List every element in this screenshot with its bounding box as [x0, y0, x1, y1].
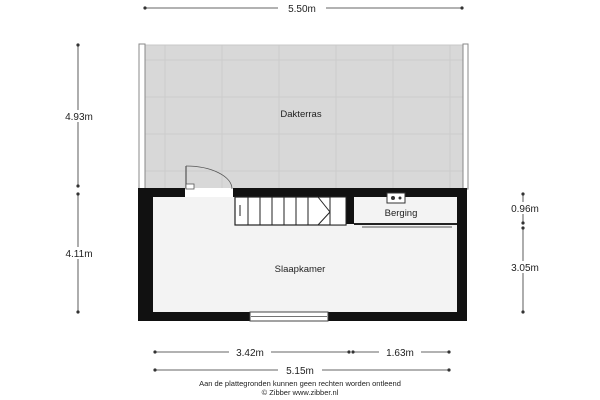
- storage-room: [354, 193, 457, 227]
- dim-label-right-upper: 0.96m: [511, 204, 539, 215]
- wall-top-middle: [233, 188, 346, 197]
- dim-tick: [351, 350, 354, 353]
- footer-disclaimer: Aan de plattegronden kunnen geen rechten worden ontleend: [199, 379, 401, 388]
- dim-tick: [76, 43, 79, 46]
- dim-label-bottom-left: 3.42m: [236, 348, 264, 359]
- dim-tick: [76, 310, 79, 313]
- door-step: [186, 184, 194, 189]
- room-label-storage: Berging: [384, 208, 418, 219]
- dim-label-left-lower: 4.11m: [65, 249, 93, 260]
- dim-tick: [521, 221, 524, 224]
- boiler: [387, 193, 405, 203]
- terrace-railing-right: [463, 44, 468, 189]
- dim-label-top-width: 5.50m: [288, 4, 316, 15]
- boiler-icon: [391, 196, 395, 200]
- footer-credit: © Zibber www.zibber.nl: [261, 388, 339, 397]
- dim-label-bottom-total: 5.15m: [286, 366, 314, 377]
- dim-label-bottom-right: 1.63m: [386, 348, 414, 359]
- room-label-bedroom: Slaapkamer: [274, 264, 326, 275]
- terrace-railing-left: [139, 44, 145, 189]
- dim-tick: [521, 226, 524, 229]
- terrace: [139, 44, 468, 189]
- dim-tick: [447, 368, 450, 371]
- stair-landing: [330, 197, 346, 225]
- staircase: [235, 197, 346, 225]
- wall-right: [457, 188, 467, 320]
- dim-tick: [447, 350, 450, 353]
- dim-tick: [153, 368, 156, 371]
- boiler-valve-icon: [399, 197, 402, 200]
- dim-tick: [76, 192, 79, 195]
- dim-tick: [460, 6, 463, 9]
- dim-tick: [347, 350, 350, 353]
- dim-tick: [76, 184, 79, 187]
- wall-partition-storage: [346, 196, 354, 224]
- wall-top-right: [346, 188, 466, 197]
- wall-left: [138, 188, 153, 320]
- room-label-terrace: Dakterras: [280, 109, 322, 120]
- window-bottom: [250, 312, 328, 321]
- dim-tick: [143, 6, 146, 9]
- dim-tick: [521, 310, 524, 313]
- wall-bottom-right: [328, 312, 467, 321]
- dim-label-left-upper: 4.93m: [65, 112, 93, 123]
- dim-tick: [521, 192, 524, 195]
- dim-label-right-lower: 3.05m: [511, 263, 539, 274]
- wall-bottom-left: [138, 312, 250, 321]
- dim-tick: [153, 350, 156, 353]
